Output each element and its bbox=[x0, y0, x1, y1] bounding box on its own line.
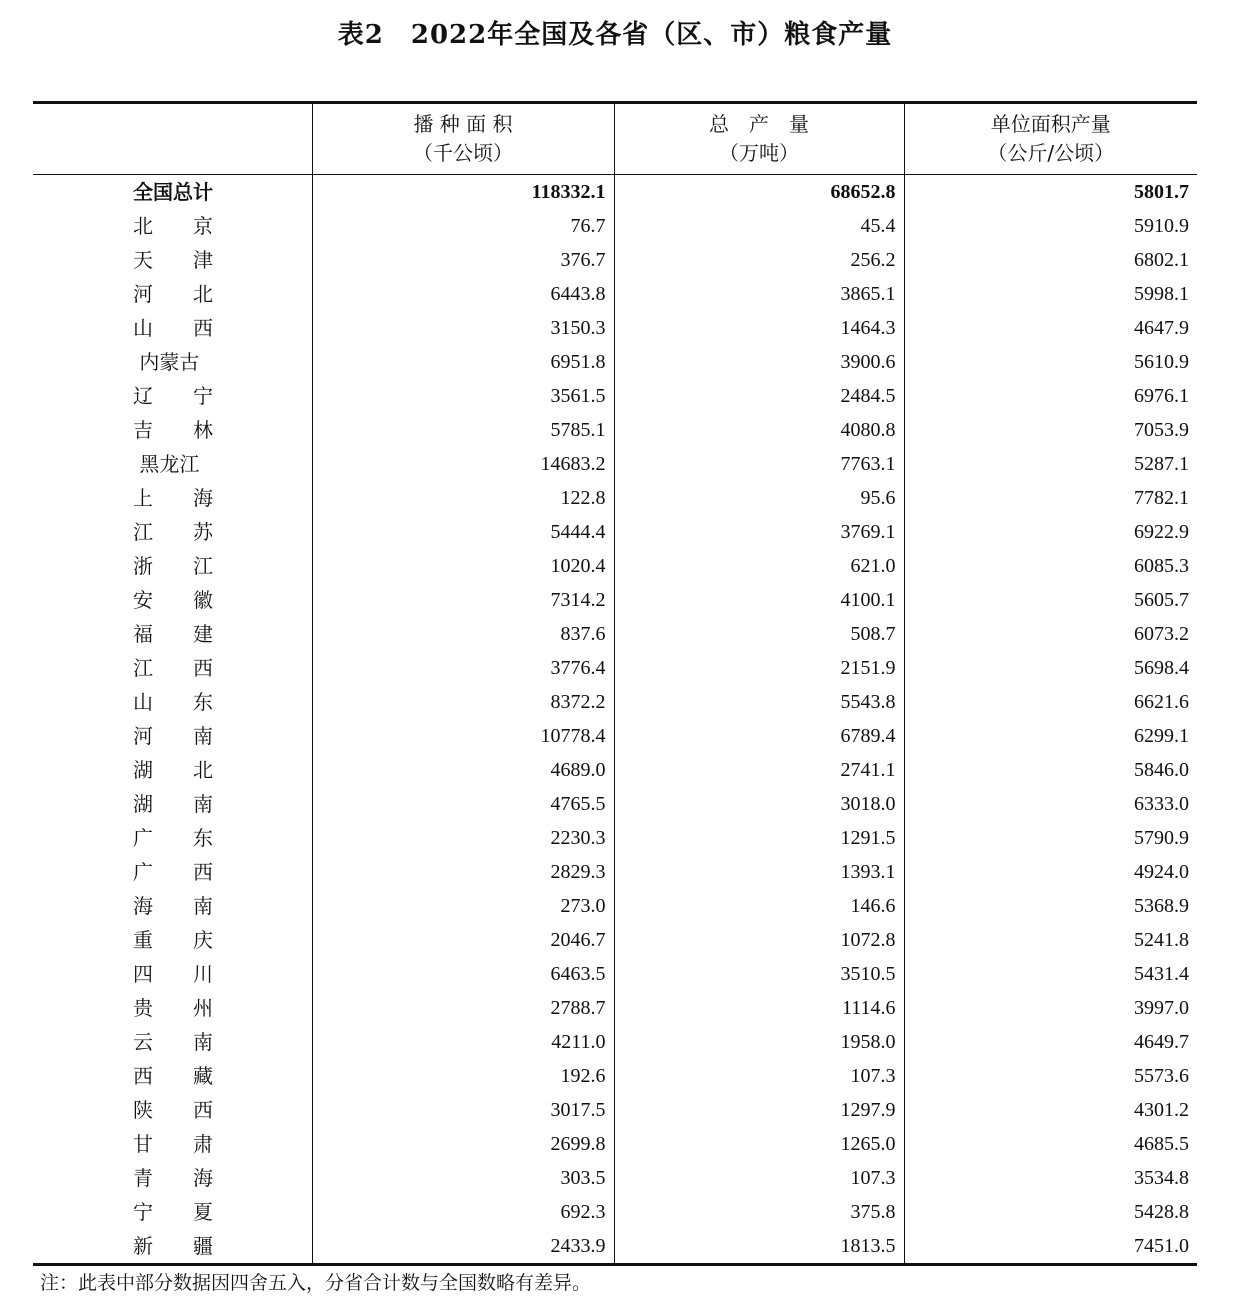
region-name: 河 北 bbox=[133, 282, 213, 306]
table-row bbox=[33, 1059, 1197, 1093]
region-name-cell bbox=[33, 889, 312, 923]
sown-area-cell: 118332.1 bbox=[312, 175, 614, 210]
unit-yield-cell: 5790.9 bbox=[904, 821, 1197, 855]
region-name: 上 海 bbox=[133, 486, 213, 510]
region-name-cell bbox=[33, 1161, 312, 1195]
sown-area-cell: 192.6 bbox=[312, 1059, 614, 1093]
table-row bbox=[33, 209, 1197, 243]
sown-area-cell: 6443.8 bbox=[312, 277, 614, 311]
table-row bbox=[33, 277, 1197, 311]
region-name: 贵 州 bbox=[133, 996, 213, 1020]
region-name-cell bbox=[33, 481, 312, 515]
table-row bbox=[33, 855, 1197, 889]
region-name-cell bbox=[33, 515, 312, 549]
sown-area-cell: 5785.1 bbox=[312, 413, 614, 447]
total-output-cell: 4100.1 bbox=[614, 583, 904, 617]
region-name-cell bbox=[33, 345, 312, 379]
grain-output-table bbox=[33, 101, 1197, 1266]
unit-yield-cell: 6976.1 bbox=[904, 379, 1197, 413]
total-output-cell: 1291.5 bbox=[614, 821, 904, 855]
total-output-cell: 2151.9 bbox=[614, 651, 904, 685]
unit-yield-cell: 5846.0 bbox=[904, 753, 1197, 787]
header-unit-yield-label: 单位面积产量 bbox=[990, 112, 1111, 136]
region-name: 湖 南 bbox=[133, 792, 213, 816]
sown-area-cell: 3561.5 bbox=[312, 379, 614, 413]
national-total-row bbox=[33, 175, 1197, 210]
total-output-cell: 2741.1 bbox=[614, 753, 904, 787]
sown-area-cell: 2829.3 bbox=[312, 855, 614, 889]
region-name: 西 藏 bbox=[133, 1064, 213, 1088]
region-name: 湖 北 bbox=[133, 758, 213, 782]
sown-area-cell: 303.5 bbox=[312, 1161, 614, 1195]
header-sown-area-label: 播 种 面 积 bbox=[413, 112, 513, 136]
unit-yield-cell: 5801.7 bbox=[904, 175, 1197, 210]
region-name-cell bbox=[33, 787, 312, 821]
region-name: 山 西 bbox=[133, 316, 213, 340]
header-total-output-label: 总 产 量 bbox=[709, 112, 809, 136]
region-name: 河 南 bbox=[133, 724, 213, 748]
table-row bbox=[33, 379, 1197, 413]
region-name-cell bbox=[33, 719, 312, 753]
total-output-cell: 3865.1 bbox=[614, 277, 904, 311]
region-name-cell bbox=[33, 991, 312, 1025]
table-row bbox=[33, 1229, 1197, 1265]
region-name-cell bbox=[33, 753, 312, 787]
region-name: 广 东 bbox=[133, 826, 213, 850]
table-row bbox=[33, 243, 1197, 277]
unit-yield-cell: 7451.0 bbox=[904, 1229, 1197, 1265]
sown-area-cell: 3150.3 bbox=[312, 311, 614, 345]
table-row bbox=[33, 1093, 1197, 1127]
region-name: 甘 肃 bbox=[133, 1132, 213, 1156]
table-row bbox=[33, 549, 1197, 583]
total-output-cell: 375.8 bbox=[614, 1195, 904, 1229]
unit-yield-cell: 6621.6 bbox=[904, 685, 1197, 719]
region-name-cell bbox=[33, 685, 312, 719]
region-name-cell bbox=[33, 549, 312, 583]
region-name-cell bbox=[33, 447, 312, 481]
total-output-cell: 7763.1 bbox=[614, 447, 904, 481]
unit-yield-cell: 5428.8 bbox=[904, 1195, 1197, 1229]
table-row bbox=[33, 413, 1197, 447]
table-row bbox=[33, 719, 1197, 753]
unit-yield-cell: 6299.1 bbox=[904, 719, 1197, 753]
unit-yield-cell: 6333.0 bbox=[904, 787, 1197, 821]
table-row bbox=[33, 617, 1197, 651]
header-total-output-unit: （万吨） bbox=[719, 141, 799, 165]
unit-yield-cell: 5610.9 bbox=[904, 345, 1197, 379]
table-row bbox=[33, 753, 1197, 787]
header-sown-area bbox=[312, 103, 614, 175]
unit-yield-cell: 4649.7 bbox=[904, 1025, 1197, 1059]
header-sown-area-unit: （千公顷） bbox=[413, 141, 513, 165]
region-name-cell bbox=[33, 1025, 312, 1059]
sown-area-cell: 8372.2 bbox=[312, 685, 614, 719]
region-name-cell bbox=[33, 311, 312, 345]
region-name-cell bbox=[33, 277, 312, 311]
table-row bbox=[33, 583, 1197, 617]
region-name: 江 西 bbox=[133, 656, 213, 680]
region-name-cell bbox=[33, 209, 312, 243]
total-output-cell: 107.3 bbox=[614, 1059, 904, 1093]
region-name: 青 海 bbox=[133, 1166, 213, 1190]
header-unit-yield bbox=[904, 103, 1197, 175]
region-name-cell bbox=[33, 821, 312, 855]
sown-area-cell: 4689.0 bbox=[312, 753, 614, 787]
total-output-cell: 2484.5 bbox=[614, 379, 904, 413]
table-row bbox=[33, 1127, 1197, 1161]
region-name: 黑龙江 bbox=[133, 452, 200, 476]
header-region bbox=[33, 103, 312, 175]
unit-yield-cell: 6085.3 bbox=[904, 549, 1197, 583]
total-output-cell: 1393.1 bbox=[614, 855, 904, 889]
total-output-cell: 107.3 bbox=[614, 1161, 904, 1195]
sown-area-cell: 376.7 bbox=[312, 243, 614, 277]
unit-yield-cell: 6073.2 bbox=[904, 617, 1197, 651]
unit-yield-cell: 5910.9 bbox=[904, 209, 1197, 243]
table-row bbox=[33, 821, 1197, 855]
region-name-cell bbox=[33, 923, 312, 957]
region-name-cell bbox=[33, 583, 312, 617]
total-output-cell: 1464.3 bbox=[614, 311, 904, 345]
total-output-cell: 1297.9 bbox=[614, 1093, 904, 1127]
table-row bbox=[33, 345, 1197, 379]
unit-yield-cell: 5698.4 bbox=[904, 651, 1197, 685]
unit-yield-cell: 6802.1 bbox=[904, 243, 1197, 277]
header-total-output bbox=[614, 103, 904, 175]
footnote: 注：此表中部分数据因四舍五入，分省合计数与全国数略有差异。 bbox=[40, 1272, 592, 1294]
table-row bbox=[33, 1161, 1197, 1195]
total-output-cell: 1813.5 bbox=[614, 1229, 904, 1265]
region-name: 安 徽 bbox=[133, 588, 213, 612]
total-output-cell: 45.4 bbox=[614, 209, 904, 243]
region-name: 陕 西 bbox=[133, 1098, 213, 1122]
region-name: 海 南 bbox=[133, 894, 213, 918]
sown-area-cell: 6463.5 bbox=[312, 957, 614, 991]
region-name-cell bbox=[33, 379, 312, 413]
sown-area-cell: 5444.4 bbox=[312, 515, 614, 549]
unit-yield-cell: 6922.9 bbox=[904, 515, 1197, 549]
unit-yield-cell: 5573.6 bbox=[904, 1059, 1197, 1093]
sown-area-cell: 3017.5 bbox=[312, 1093, 614, 1127]
total-output-cell: 508.7 bbox=[614, 617, 904, 651]
region-name: 云 南 bbox=[133, 1030, 213, 1054]
unit-yield-cell: 7782.1 bbox=[904, 481, 1197, 515]
sown-area-cell: 2230.3 bbox=[312, 821, 614, 855]
table-row bbox=[33, 311, 1197, 345]
region-name-cell bbox=[33, 1127, 312, 1161]
region-name: 福 建 bbox=[133, 622, 213, 646]
table-row bbox=[33, 515, 1197, 549]
table-row bbox=[33, 923, 1197, 957]
region-name: 天 津 bbox=[133, 248, 213, 272]
total-output-cell: 3510.5 bbox=[614, 957, 904, 991]
table-row bbox=[33, 957, 1197, 991]
table-row bbox=[33, 685, 1197, 719]
table-row bbox=[33, 481, 1197, 515]
table-row bbox=[33, 787, 1197, 821]
region-name: 辽 宁 bbox=[133, 384, 213, 408]
unit-yield-cell: 4647.9 bbox=[904, 311, 1197, 345]
unit-yield-cell: 4301.2 bbox=[904, 1093, 1197, 1127]
unit-yield-cell: 5431.4 bbox=[904, 957, 1197, 991]
unit-yield-cell: 5368.9 bbox=[904, 889, 1197, 923]
total-output-cell: 1114.6 bbox=[614, 991, 904, 1025]
region-name-cell bbox=[33, 957, 312, 991]
table-row bbox=[33, 1195, 1197, 1229]
table-row bbox=[33, 447, 1197, 481]
total-output-cell: 3769.1 bbox=[614, 515, 904, 549]
region-name-cell bbox=[33, 1195, 312, 1229]
region-name-cell bbox=[33, 243, 312, 277]
sown-area-cell: 122.8 bbox=[312, 481, 614, 515]
sown-area-cell: 76.7 bbox=[312, 209, 614, 243]
region-name-cell bbox=[33, 1229, 312, 1265]
header-row bbox=[33, 103, 1197, 175]
unit-yield-cell: 5998.1 bbox=[904, 277, 1197, 311]
sown-area-cell: 7314.2 bbox=[312, 583, 614, 617]
sown-area-cell: 4765.5 bbox=[312, 787, 614, 821]
sown-area-cell: 6951.8 bbox=[312, 345, 614, 379]
region-name-cell bbox=[33, 1093, 312, 1127]
total-output-cell: 1265.0 bbox=[614, 1127, 904, 1161]
unit-yield-cell: 7053.9 bbox=[904, 413, 1197, 447]
region-name: 江 苏 bbox=[133, 520, 213, 544]
sown-area-cell: 692.3 bbox=[312, 1195, 614, 1229]
sown-area-cell: 2433.9 bbox=[312, 1229, 614, 1265]
region-name: 山 东 bbox=[133, 690, 213, 714]
header-unit-yield-unit: （公斤/公顷） bbox=[987, 141, 1115, 165]
unit-yield-cell: 4924.0 bbox=[904, 855, 1197, 889]
unit-yield-cell: 3534.8 bbox=[904, 1161, 1197, 1195]
sown-area-cell: 14683.2 bbox=[312, 447, 614, 481]
region-name: 全国总计 bbox=[133, 180, 213, 204]
region-name: 浙 江 bbox=[133, 554, 213, 578]
total-output-cell: 621.0 bbox=[614, 549, 904, 583]
unit-yield-cell: 5605.7 bbox=[904, 583, 1197, 617]
region-name-cell bbox=[33, 651, 312, 685]
unit-yield-cell: 5241.8 bbox=[904, 923, 1197, 957]
region-name-cell bbox=[33, 617, 312, 651]
total-output-cell: 6789.4 bbox=[614, 719, 904, 753]
sown-area-cell: 273.0 bbox=[312, 889, 614, 923]
unit-yield-cell: 5287.1 bbox=[904, 447, 1197, 481]
region-name: 内蒙古 bbox=[133, 350, 200, 374]
region-name: 宁 夏 bbox=[133, 1200, 213, 1224]
total-output-cell: 146.6 bbox=[614, 889, 904, 923]
total-output-cell: 3018.0 bbox=[614, 787, 904, 821]
region-name: 北 京 bbox=[133, 214, 213, 238]
region-name: 四 川 bbox=[133, 962, 213, 986]
sown-area-cell: 4211.0 bbox=[312, 1025, 614, 1059]
table-row bbox=[33, 889, 1197, 923]
total-output-cell: 95.6 bbox=[614, 481, 904, 515]
region-name: 广 西 bbox=[133, 860, 213, 884]
region-name-cell bbox=[33, 175, 312, 210]
sown-area-cell: 1020.4 bbox=[312, 549, 614, 583]
region-name-cell bbox=[33, 413, 312, 447]
region-name-cell bbox=[33, 1059, 312, 1093]
sown-area-cell: 837.6 bbox=[312, 617, 614, 651]
total-output-cell: 1958.0 bbox=[614, 1025, 904, 1059]
region-name: 重 庆 bbox=[133, 928, 213, 952]
region-name-cell bbox=[33, 855, 312, 889]
sown-area-cell: 2788.7 bbox=[312, 991, 614, 1025]
table-row bbox=[33, 991, 1197, 1025]
sown-area-cell: 2699.8 bbox=[312, 1127, 614, 1161]
table-row bbox=[33, 1025, 1197, 1059]
unit-yield-cell: 3997.0 bbox=[904, 991, 1197, 1025]
total-output-cell: 256.2 bbox=[614, 243, 904, 277]
table-row bbox=[33, 651, 1197, 685]
total-output-cell: 68652.8 bbox=[614, 175, 904, 210]
region-name: 新 疆 bbox=[133, 1234, 213, 1258]
sown-area-cell: 3776.4 bbox=[312, 651, 614, 685]
sown-area-cell: 10778.4 bbox=[312, 719, 614, 753]
total-output-cell: 4080.8 bbox=[614, 413, 904, 447]
region-name: 吉 林 bbox=[133, 418, 213, 442]
total-output-cell: 5543.8 bbox=[614, 685, 904, 719]
unit-yield-cell: 4685.5 bbox=[904, 1127, 1197, 1161]
total-output-cell: 3900.6 bbox=[614, 345, 904, 379]
table-title: 表2 2022年全国及各省（区、市）粮食产量 bbox=[337, 20, 893, 50]
total-output-cell: 1072.8 bbox=[614, 923, 904, 957]
sown-area-cell: 2046.7 bbox=[312, 923, 614, 957]
